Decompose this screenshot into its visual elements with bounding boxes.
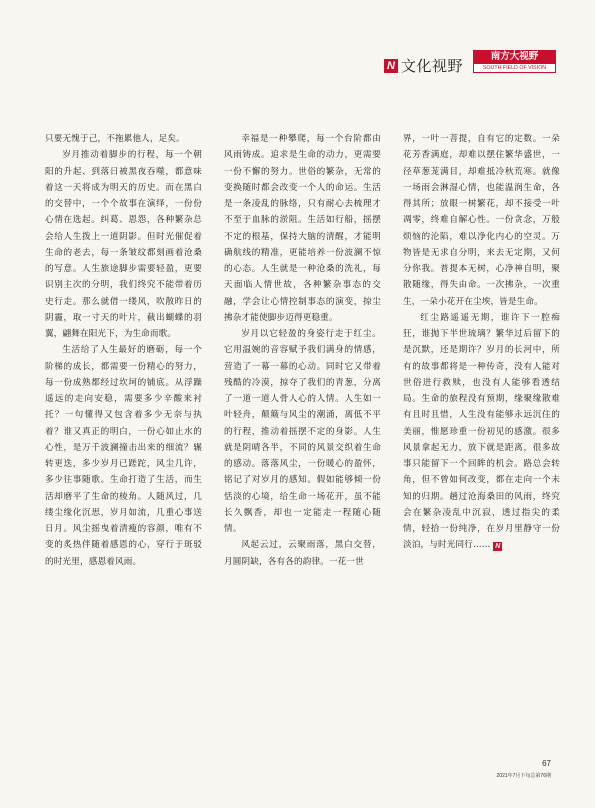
paragraph: 生活给了人生最好的磨砺，每一个阶梯的成长，都需要一份精心的努力，每一份成熟都经过坎坷的铺底。从浮躁遥远的走向安稳，需要多少辛酸来衬托？一句懂得又包含着多少无奈与执着？谁又真正的明白，一份心如止水的心性，是万千波澜撞击出来的细流？辗转更迭，多少岁月已蹉跎，风尘几许，多少往事随歌。生命打造了生活，而生活却磨平了生命的棱角。人随风过，几缕尘缘化沉思，岁月如流，几重心事送日月。风尘摇曳着清瘦的容颜，唯有不变的炙热伴随着感恩的心，穿行于斑驳的时光里，感恩着风雨。 (45, 345, 202, 567)
article-column-3 (403, 131, 560, 554)
article-column-1 (45, 131, 202, 570)
page-number: 67 (542, 759, 551, 768)
paragraph: 幸福是一种攀爬，每一个台阶都由风雨铸成。追求是生命的动力，更需要一份不懈的努力。世俗的繁杂，无常的变换随时都会改变一个人的命运。生活是一条凌乱的脉络，只有耐心去梳理才不至于血脉的淤阻。生活如行船，摇摆不定的根基，保持大脑的清醒，才能明确航线的精准，更能培养一份波澜不惊的心态。人生就是一种沧桑的洗礼，每天面临人情世故，各种繁杂事态的交融，学会让心情控制事态的演变，掠尘拂杂才能使脚步迈得更稳重。 (224, 134, 381, 323)
end-mark-icon: N (495, 543, 501, 551)
paragraph: 岁月推动着脚步的行程，每一个朝阳的升起、到落日被黑夜吞噬，都意味着这一天将成为明天的历史。而在黑白的交替中，一个个故事在演绎，一份份心情在选起。纠葛、恩怨，各种繁杂总会给人生拨上一道阴影。但时光催促着生命的老去，每一条皱纹都刻画着沧桑的写意。人生旅途脚步需要轻盈，更要识别主次的分明，我们终究不能带着历史行走。那么就借一缕风，吹散昨日的阴霾，取一寸天的叶片，截出蝴蝶的羽翼，翩舞在阳光下，为生命而歌。 (45, 150, 202, 339)
brand-name: 南方大视野 (473, 50, 556, 63)
page-header (384, 46, 569, 76)
paragraph: 只要无愧于己，不拖累他人，足矣。 (45, 134, 185, 144)
article-column-2 (224, 131, 381, 570)
paragraph: 界，一叶一菩提，自有它的定数。一朵花芳香满庭，却难以摆住繁华盛世，一径草葱茏满目，却难抵冷秋荒寒。就像一场雨会淋湿心情，也能温润生命，各得其所；放眼一树繁花，却不接受一叶凋零，终难自解心性。一份贪念，万般烦恼的沦陷，难以净化内心的空灵。万物皆是无求自分明，来去无定期，又何分你我。普提本无树，心净神自明，聚散随缘，得失由命。一次拂杂，一次重生，一朵小花开在尘埃，皆是生命。 (403, 134, 560, 307)
paragraph: 风起云过，云聚雨落，黑白交替，月圆阴缺，各有各的韵律。一花一世 (224, 540, 381, 567)
brand-subtitle: SOUTH FIELD OF VISION (473, 63, 556, 73)
magazine-logo-icon: N (384, 59, 398, 73)
section-title: 文化视野 (401, 57, 464, 75)
paragraph: 岁月以它轻盈的身姿行走于红尘。它用温婉的音容赋予我们满身的情感，营造了一幕一幕的心动。同时它又带着残酷的冷漠，掠夺了我们的青葱，分离了一道一道人骨人心的人情。人生如一叶轻舟，颠簸与风尘的潮涌，离低不平的行程，推动着摇摆不定的身影。人生就是阴晴各半，不同的风景交织着生命的感动。落落风尘，一份暖心的盈怀，铭记了对岁月的感知。假如能够倾一份恬淡的心境，给生命一场花开，虽不能长久飘香，却也一定能走一程随心随情。 (224, 329, 381, 534)
paragraph (403, 310, 560, 554)
paragraph-text: 红尘路遥遥无期，谁许下一腔痴狂，谁抛下半世琉璃？繁华过后留下的是沉默，还是期许？岁月的长河中，所有的故事都将是一种传奇，没有人能对世俗进行救赎，也没有人能够看透结局。生命的旅程没有预期，缘聚缘散难有且时且惜，人生没有能够永远沉住的美丽，惟愿珍重一份初见的感激。很多风景拿起无力，放下就是距离，很多故事只能留下一个回眸的机会。路总会转角，但不曾如何改变，都在走向一个未知的归期。趟过沧海桑田的风雨，终究会在繁杂凌乱中沉寂，透过指尖的柔情，轻拾一份纯净，在岁月里静守一份淡泊，与时光同行…… (403, 312, 560, 551)
issue-info: 2021年7月下旬总第76期 (496, 773, 551, 779)
